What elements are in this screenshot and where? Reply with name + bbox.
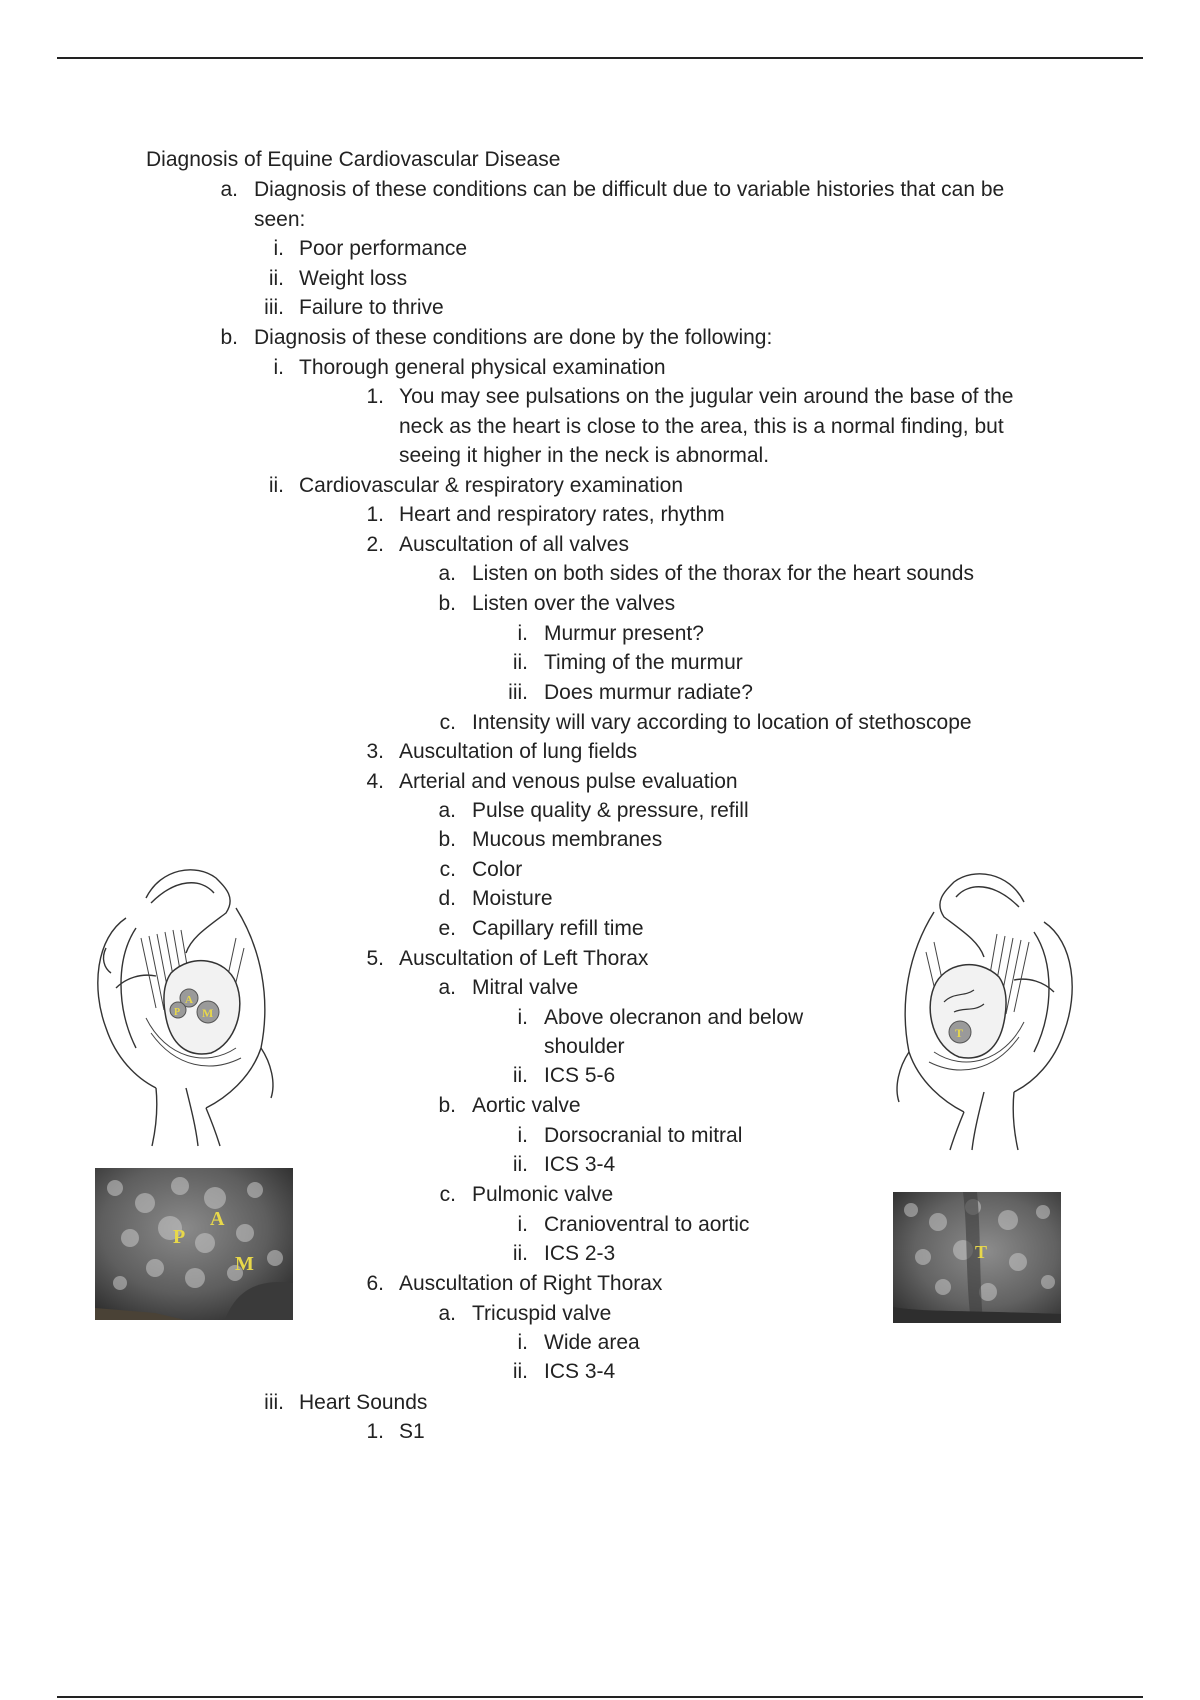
right-thorax-photo xyxy=(893,1192,1061,1323)
heart-outline xyxy=(930,965,1006,1058)
diagram-label-aortic: A xyxy=(185,994,193,1006)
diagram-label-pulmonic: P xyxy=(174,1007,181,1018)
photo-label-aortic: A xyxy=(210,1208,225,1230)
left-thorax-diagram xyxy=(86,858,286,1148)
left-thorax-drawing xyxy=(86,858,286,1148)
right-thorax-drawing xyxy=(884,862,1084,1152)
photo-label-tricuspid: T xyxy=(975,1242,988,1262)
photo-label-mitral: M xyxy=(235,1253,254,1275)
left-photo-image xyxy=(95,1168,293,1320)
header-rule xyxy=(57,57,1143,59)
right-thorax-diagram xyxy=(884,862,1084,1152)
diagram-label-tricuspid: T xyxy=(955,1026,964,1040)
photo-label-pulmonic: P xyxy=(173,1226,186,1248)
document-title: Diagnosis of Equine Cardiovascular Disease xyxy=(146,148,561,171)
footer-rule xyxy=(57,1696,1143,1698)
diagram-label-mitral: M xyxy=(202,1006,214,1020)
left-thorax-photo xyxy=(95,1168,293,1320)
